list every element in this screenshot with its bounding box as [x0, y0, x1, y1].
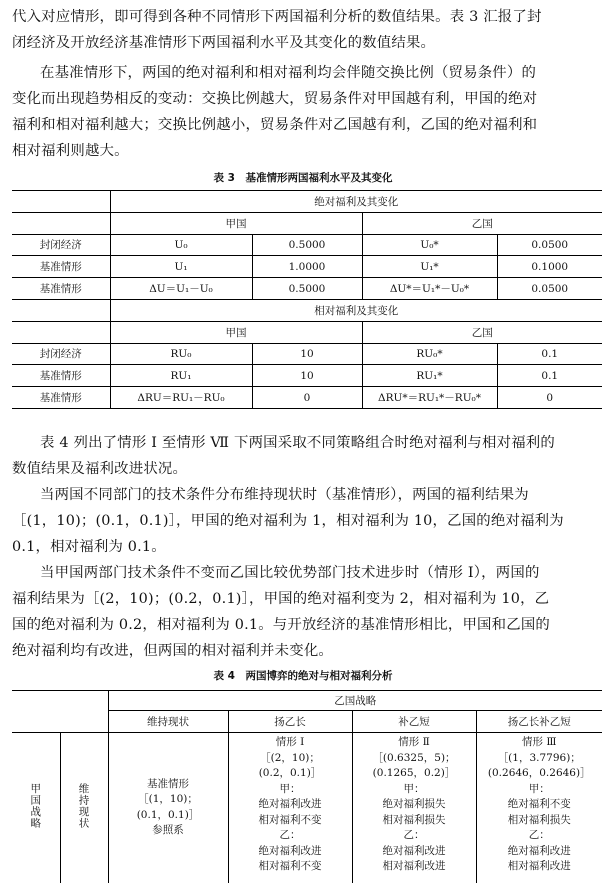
cell: 0.0500	[497, 278, 602, 300]
table-row	[12, 256, 602, 278]
row-label: 基准情形	[12, 278, 110, 300]
table3-section-header	[12, 191, 602, 213]
col-header-b: 乙国	[362, 212, 602, 234]
cell: RU₀	[110, 343, 252, 365]
paragraph-line: 闭经济及开放经济基准情形下两国福利水平及其变化的数值结果。	[12, 35, 436, 51]
table-row	[12, 387, 602, 409]
section-title: 绝对福利及其变化	[110, 191, 602, 213]
table4	[12, 690, 602, 883]
paragraph-line: 福利结果为［(2，10)；(0.2，0.1)］，甲国的绝对福利变为 2，相对福利为 10，乙	[12, 591, 550, 607]
cell-scenario: 情形 Ⅲ ［(1，3.7796)； (0.2646，0.2646)］ 甲： 绝对福利不变 相对福利损失 乙： 绝对福利改进 相对福利改进	[476, 733, 602, 883]
paragraph-line: ［(1，10)；(0.1，0.1)］，甲国的绝对福利为 1，相对福利为 10，乙国的绝对福利为	[12, 513, 564, 529]
table4-caption: 表 4 两国博弈的绝对与相对福利分析	[213, 670, 393, 682]
paragraph-line: 0.1，相对福利为 0.1。	[12, 539, 166, 555]
cell: ΔU*＝U₁*－U₀*	[362, 278, 497, 300]
paragraph-line: 代入对应情形，即可得到各种不同情形下两国福利分析的数值结果。表 3 汇报了封	[12, 9, 542, 25]
row-label: 基准情形	[12, 365, 110, 387]
paragraph-line: 绝对福利均有改进，但两国的相对福利并未变化。	[12, 643, 333, 659]
row-label: 基准情形	[39, 392, 82, 405]
cell: RU₁	[110, 365, 252, 387]
col-header: 扬乙长	[228, 711, 352, 733]
cell: 0.1	[497, 365, 602, 387]
table3-country-header	[12, 212, 602, 234]
paragraph-line: 数值结果及福利改进状况。	[12, 461, 188, 477]
col-header: 补乙短	[352, 711, 476, 733]
table-row	[12, 365, 602, 387]
cell: 10	[252, 343, 362, 365]
table-row	[12, 343, 602, 365]
cell: ΔRU＝RU₁－RU₀	[110, 387, 252, 409]
cell: 0	[497, 387, 602, 409]
table3	[12, 190, 602, 409]
col-header: 扬乙长补乙短	[476, 711, 602, 733]
cell: 0	[252, 387, 362, 409]
cell: 0.5000	[252, 234, 362, 256]
cell: ΔU＝U₁－U₀	[110, 278, 252, 300]
cell: U₁*	[362, 256, 497, 278]
table-row	[12, 234, 602, 256]
table3-country-header	[12, 321, 602, 343]
row-label: 封闭经济	[12, 343, 110, 365]
cell: U₁	[110, 256, 252, 278]
cell-scenario: 情形 Ⅱ ［(0.6325，5)； (0.1265，0.2)］ 甲： 绝对福利损失 相对福利损失 乙： 绝对福利改进 相对福利改进	[352, 733, 476, 883]
paragraph-line: 当甲国两部门技术条件不变而乙国比较优势部门技术进步时（情形 Ⅰ），两国的	[40, 565, 540, 581]
cell: ΔRU*＝RU₁*－RU₀*	[362, 387, 497, 409]
cell: RU₁*	[362, 365, 497, 387]
section-title: 相对福利及其变化	[110, 299, 602, 321]
b-strategy-header: 乙国战略	[108, 691, 602, 711]
table3-caption: 表 3 基准情形两国福利水平及其变化	[213, 172, 393, 184]
table-row	[12, 278, 602, 300]
col-header-a: 甲国	[110, 321, 362, 343]
paragraph-line: 在基准情形下，两国的绝对福利和相对福利均会伴随交换比例（贸易条件）的	[40, 65, 537, 81]
col-header: 维持现状	[108, 711, 228, 733]
paragraph-line: 国的绝对福利为 0.2，相对福利为 0.1。与开放经济的基准情形相比，甲国和乙国的	[12, 617, 551, 633]
paragraph-line: 当两国不同部门的技术条件分布维持现状时（基准情形），两国的福利结果为	[40, 487, 529, 503]
cell: U₀*	[362, 234, 497, 256]
paragraph-line: 表 4 列出了情形 Ⅰ 至情形 Ⅶ 下两国采取不同策略组合时绝对福利与相对福利的	[40, 435, 555, 451]
cell: 0.1000	[497, 256, 602, 278]
col-header-b: 乙国	[362, 321, 602, 343]
col-header-a: 甲国	[110, 212, 362, 234]
cell-scenario: 情形 Ⅰ ［(2，10)； (0.2，0.1)］ 甲： 绝对福利改进 相对福利不变 乙： 绝对福利改进 相对福利不变	[228, 733, 352, 883]
row-group-label: 甲国战略	[29, 783, 42, 830]
paragraph-line: 变化而出现趋势相反的变动：交换比例越大，贸易条件对甲国越有利，甲国的绝对	[12, 91, 538, 107]
cell: 0.1	[497, 343, 602, 365]
cell: 0.5000	[252, 278, 362, 300]
cell: RU₀*	[362, 343, 497, 365]
row-label: 封闭经济	[12, 234, 110, 256]
table3-section-header	[12, 299, 602, 321]
paragraph-line: 相对福利则越大。	[12, 143, 129, 159]
cell: U₀	[110, 234, 252, 256]
cell: 0.0500	[497, 234, 602, 256]
cell: 1.0000	[252, 256, 362, 278]
paragraph-line: 福利和相对福利越大；交换比例越小，贸易条件对乙国越有利，乙国的绝对福利和	[12, 117, 538, 133]
row-label: 基准情形	[12, 256, 110, 278]
cell-base: 基准情形 ［(1，10)； (0.1，0.1)］ 参照系	[108, 733, 228, 883]
row-label: 维持现状	[60, 733, 108, 883]
cell: 10	[252, 365, 362, 387]
